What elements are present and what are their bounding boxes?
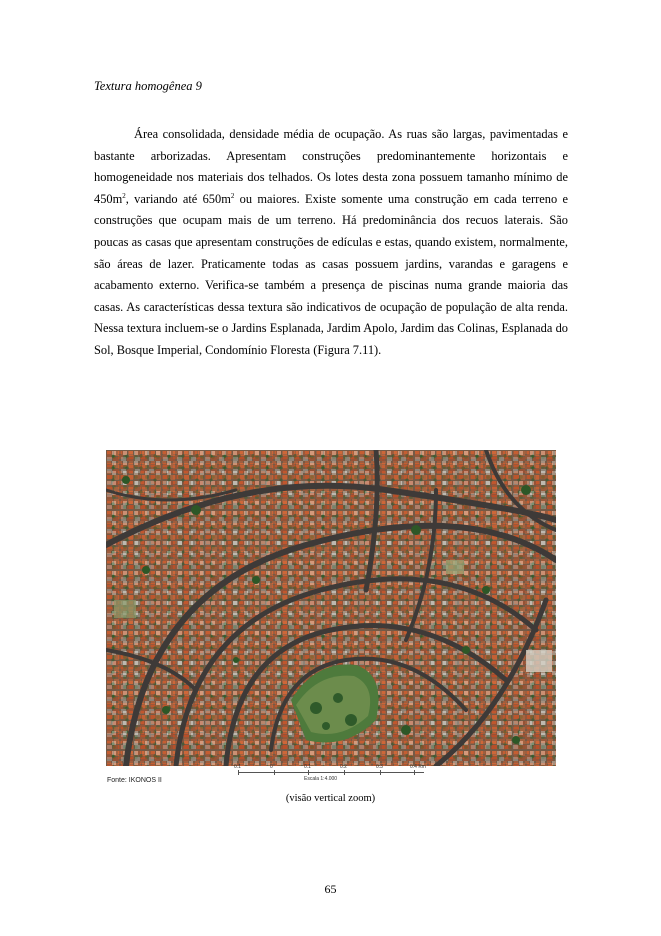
scale-tick-label: 0.4 Km [410,764,426,770]
scale-tick-label: 0.2 [340,764,347,770]
scale-tick-label: 0.3 [376,764,383,770]
page-number: 65 [324,882,337,896]
body-paragraph: Área consolidada, densidade média de ocupação. As ruas são largas, pavimentadas e bastante arborizadas. Apresentam construções predominantemente horizontais e homogeneidade nos materiais dos telhados. Os lotes desta zona possuem tamanho mínimo de $450m^2$, variando até $650m^2$ ou maiores. Existe somente uma construção em cada terreno e construções que ocupam mais de um terreno. Há predominância dos recuos laterais. São poucas as casas que apresentam construções de edículas e estas, quando existem, normalmente, são áreas de lazer. Praticamente todas as casas possuem jardins, varandas e garagens e acabamento externo. Verifica-se também a presença de piscinas numa grande maioria das casas. As características dessa textura são indicativos de ocupação de população de alta renda. Nessa textura incluem-se o Jardins Esplanada, Jardim Apolo, Jardim das Colinas, Esplanada do Sol, Bosque Imperial, Condomínio Floresta (Figura 7.11). [94,127,568,357]
section-heading: Textura homogênea 9 [94,79,202,93]
scale-line [238,772,424,773]
scale-bar [232,764,432,784]
scale-tick-label: 0.1 [304,764,311,770]
scale-tick-label: 0.1 [234,764,241,770]
figure-source: Fonte: IKONOS II [107,777,162,784]
figure-caption: (visão vertical zoom) [285,793,376,804]
satellite-image [106,450,556,766]
scale-tick-label: 0 [270,764,273,770]
scale-unit: Escala 1:4.000 [304,776,338,782]
